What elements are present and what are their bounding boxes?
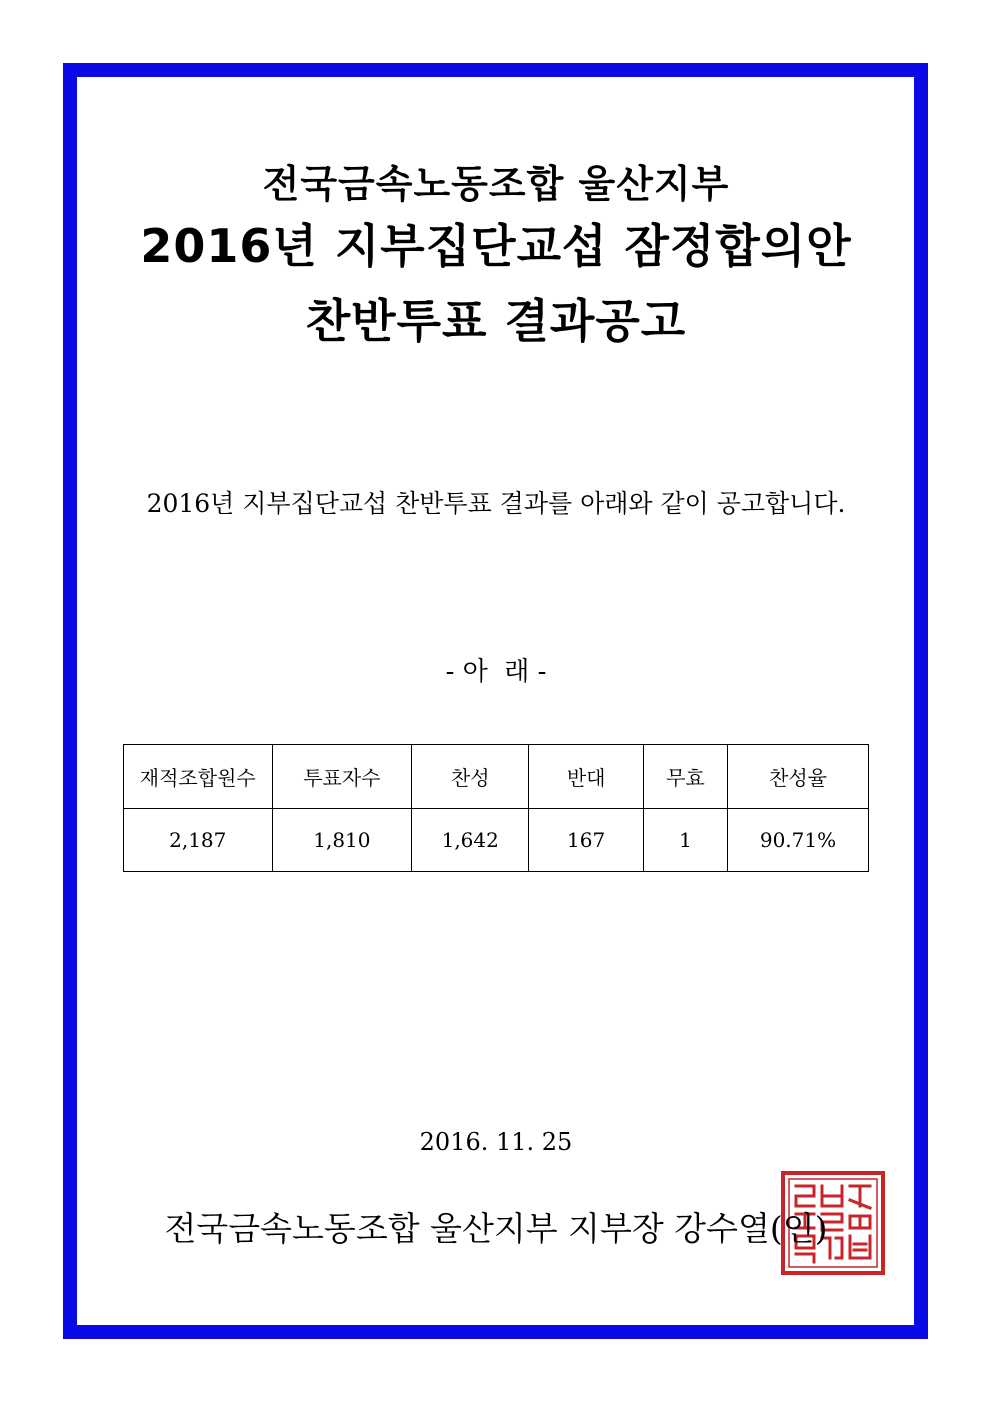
signature-line: 전국금속노동조합 울산지부 지부장 강수열(인) [164,1209,828,1248]
cell-yes-rate: 90.71% [727,809,868,872]
cell-voters: 1,810 [272,809,412,872]
cell-invalid: 1 [644,809,728,872]
cell-members: 2,187 [124,809,273,872]
notice-date: 2016. 11. 25 [419,1128,573,1156]
header-no: 반대 [529,745,644,809]
header-yes-rate: 찬성율 [727,745,868,809]
table-row [124,809,869,872]
header-title: 2016년 지부집단교섭 잠정합의안 [140,219,852,273]
cell-yes: 1,642 [412,809,529,872]
cell-no: 167 [529,809,644,872]
header-members: 재적조합원수 [124,745,273,809]
header-invalid: 무효 [644,745,728,809]
intro-text: 2016년 지부집단교섭 찬반투표 결과를 아래와 같이 공고합니다. [146,489,846,518]
header-voters: 투표자수 [272,745,412,809]
header-subtitle: 찬반투표 결과공고 [305,294,687,348]
table-header-row [124,745,869,809]
results-table [123,744,869,872]
header-yes: 찬성 [412,745,529,809]
notice-mark: - 아 래 - [445,657,547,687]
header-org-name: 전국금속노동조합 울산지부 [262,162,730,206]
